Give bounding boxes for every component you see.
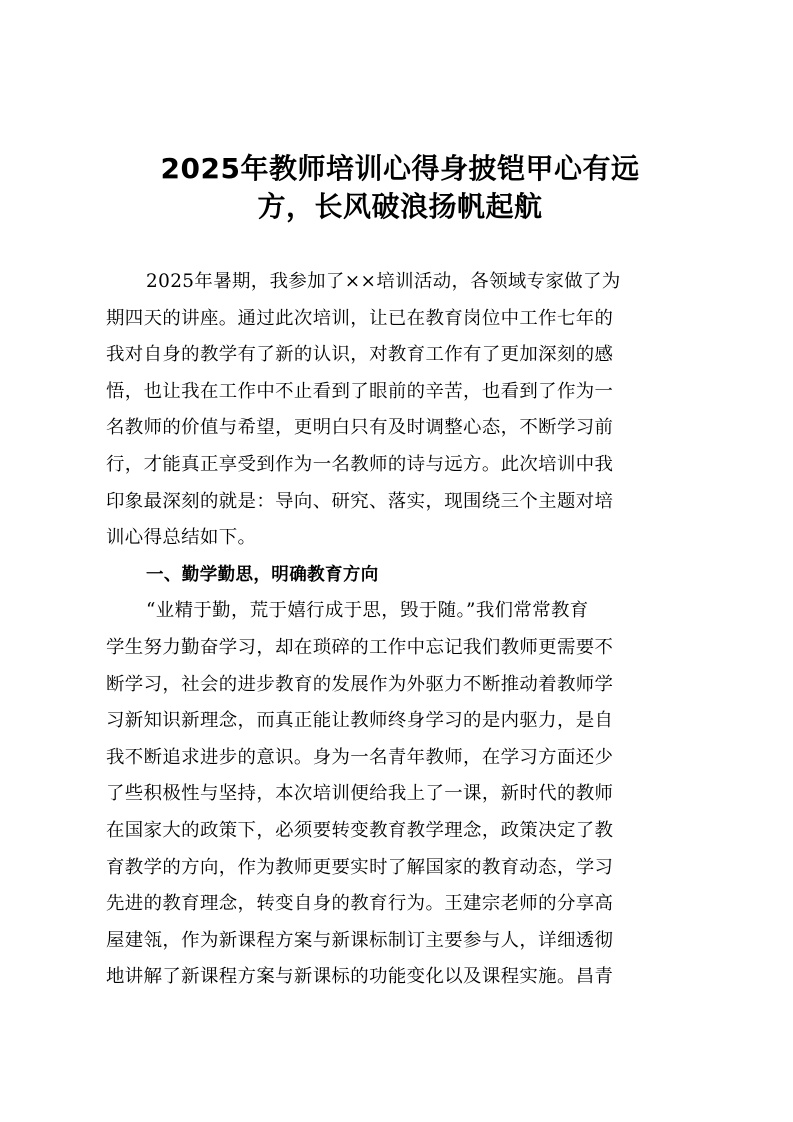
- paragraph-1-line: 我对自身的教学有了新的认识，对教育工作有了更加深刻的感: [106, 344, 614, 366]
- paragraph-2-line: 习新知识新理念，而真正能让教师终身学习的是内驱力，是自: [106, 710, 614, 732]
- paragraph-2-line: “业精于勤，荒于嬉行成于思，毁于随。”我们常常教育: [146, 600, 589, 622]
- document-body: [106, 264, 690, 996]
- paragraph-2-line: 地讲解了新课程方案与新课标的功能变化以及课程实施。昌青: [106, 966, 614, 988]
- paragraph-1-line: 行，才能真正享受到作为一名教师的诗与远方。此次培训中我: [106, 453, 614, 475]
- paragraph-2-line: 在国家大的政策下，必须要转变教育教学理念，政策决定了教: [106, 819, 614, 841]
- paragraph-1-line: 悟，也让我在工作中不止看到了眼前的辛苦，也看到了作为一: [106, 380, 614, 402]
- paragraph-2-line: 屋建瓴，作为新课程方案与新课标制订主要参与人，详细透彻: [106, 929, 614, 951]
- title-line-2: 方，长风破浪扬帆起航: [257, 190, 543, 223]
- paragraph-2-line: 了些积极性与坚持，本次培训便给我上了一课，新时代的教师: [106, 783, 614, 805]
- title-line-1: 2025年教师培训心得身披铠甲心有远: [160, 152, 640, 185]
- paragraph-2-line: 我不断追求进步的意识。身为一名青年教师，在学习方面还少: [106, 746, 614, 768]
- document-title: [100, 150, 700, 226]
- paragraph-1-line: 训心得总结如下。: [106, 527, 257, 549]
- paragraph-1-line: 期四天的讲座。通过此次培训，让已在教育岗位中工作七年的: [106, 307, 614, 329]
- paragraph-1-line: 2025年暑期，我参加了××培训活动，各领域专家做了为: [146, 271, 621, 292]
- paragraph-2-line: 先进的教育理念，转变自身的教育行为。王建宗老师的分享高: [106, 893, 614, 915]
- paragraph-1-line: 印象最深刻的就是：导向、研究、落实，现围绕三个主题对培: [106, 490, 614, 512]
- paragraph-2-line: 育教学的方向，作为教师更要实时了解国家的教育动态，学习: [106, 856, 614, 878]
- paragraph-2-line: 断学习，社会的进步教育的发展作为外驱力不断推动着教师学: [106, 673, 614, 695]
- section-heading: 一、勤学勤思，明确教育方向: [146, 564, 379, 585]
- paragraph-1-line: 名教师的价值与希望，更明白只有及时调整心态，不断学习前: [106, 417, 614, 439]
- paragraph-2-line: 学生努力勤奋学习，却在琐碎的工作中忘记我们教师更需要不: [106, 636, 614, 658]
